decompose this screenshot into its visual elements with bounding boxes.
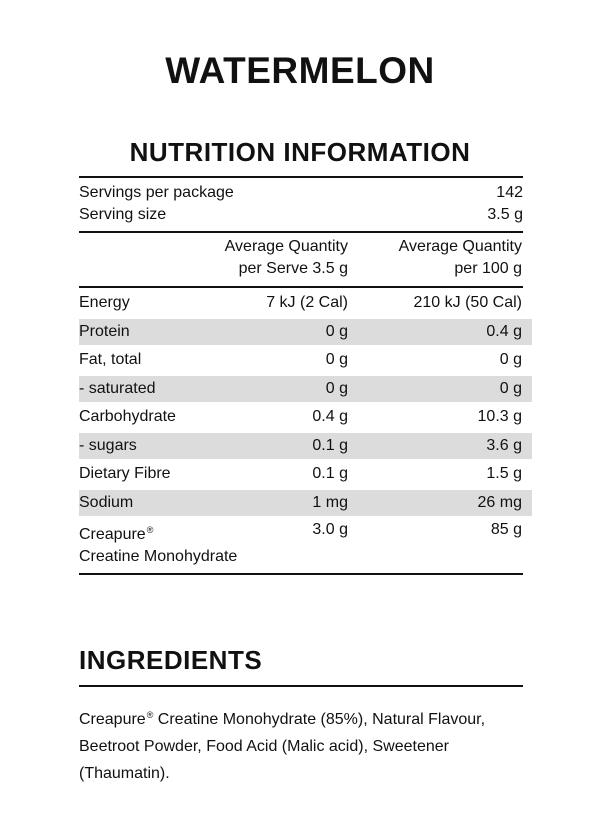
nutrient-per-100g: 85 g [490,521,522,538]
serving-size-label: Serving size [79,206,167,223]
nutrient-row-fat-total [79,347,532,373]
column-header-divider [79,286,523,288]
creapure-brand: Creapure [79,526,146,543]
nutrient-per-serve: 0.1 g [312,437,348,454]
per-100g-header-line1: Average Quantity [398,238,522,255]
nutrient-row-protein [79,319,532,345]
nutrient-per-serve: 0 g [325,323,348,340]
nutrient-label: Energy [79,294,130,311]
creapure-label-line2: Creatine Monohydrate [79,548,238,565]
nutrition-bottom-rule [79,573,523,575]
nutrient-per-serve: 0.1 g [312,465,348,482]
ingredients-list: Creatine Monohydrate (85%), Natural Flavour, Beetroot Powder, Food Acid (Malic acid), Sweetener (Thaumatin). [79,711,486,782]
product-flavour-title: WATERMELON [165,50,435,91]
nutrient-row-sugars [79,433,532,459]
nutrient-label: - saturated [79,380,156,397]
nutrient-row-saturated [79,376,532,402]
nutrient-per-100g: 210 kJ (50 Cal) [413,294,522,311]
servings-label: Servings per package [79,184,234,201]
creapure-label [79,519,237,568]
nutrition-top-rule [79,176,523,178]
servings-divider [79,231,523,233]
nutrient-label: Carbohydrate [79,408,176,425]
nutrient-per-100g: 26 mg [477,494,522,511]
nutrient-per-100g: 0 g [499,380,522,397]
nutrient-per-serve: 1 mg [312,494,348,511]
ingredients-text [79,702,499,787]
nutrient-label: Sodium [79,494,134,511]
nutrition-heading: NUTRITION INFORMATION [129,137,471,167]
ingredients-heading: INGREDIENTS [79,645,263,675]
registered-mark: ® [146,710,154,720]
nutrient-per-100g: 0.4 g [486,323,522,340]
nutrient-per-100g: 0 g [499,351,522,368]
nutrient-per-serve: 0.4 g [312,408,348,425]
nutrient-label: Fat, total [79,351,142,368]
per-100g-header-line2: per 100 g [454,260,522,277]
nutrient-label: Dietary Fibre [79,465,171,482]
nutrient-per-100g: 10.3 g [477,408,522,425]
ingredients-rule [79,685,523,687]
per-serve-column-header [225,236,348,280]
nutrient-label: - sugars [79,437,137,454]
ingredients-brand: Creapure [79,711,146,728]
nutrient-per-100g: 1.5 g [486,465,522,482]
nutrient-per-serve: 0 g [325,351,348,368]
servings-value: 142 [496,184,523,201]
per-serve-header-line2: per Serve 3.5 g [238,260,348,277]
nutrient-row-sodium [79,490,532,516]
per-serve-header-line1: Average Quantity [224,238,348,255]
nutrient-label: Protein [79,323,130,340]
nutrient-per-100g: 3.6 g [486,437,522,454]
registered-mark: ® [146,525,154,535]
nutrient-per-serve: 3.0 g [312,521,348,538]
nutrient-row-dietary-fibre [79,461,532,487]
nutrient-row-energy [79,290,532,316]
nutrient-per-serve: 0 g [325,380,348,397]
nutrient-row-carbohydrate [79,404,532,430]
per-100g-column-header [399,236,522,280]
serving-size-value: 3.5 g [487,206,523,223]
nutrient-per-serve: 7 kJ (2 Cal) [266,294,348,311]
